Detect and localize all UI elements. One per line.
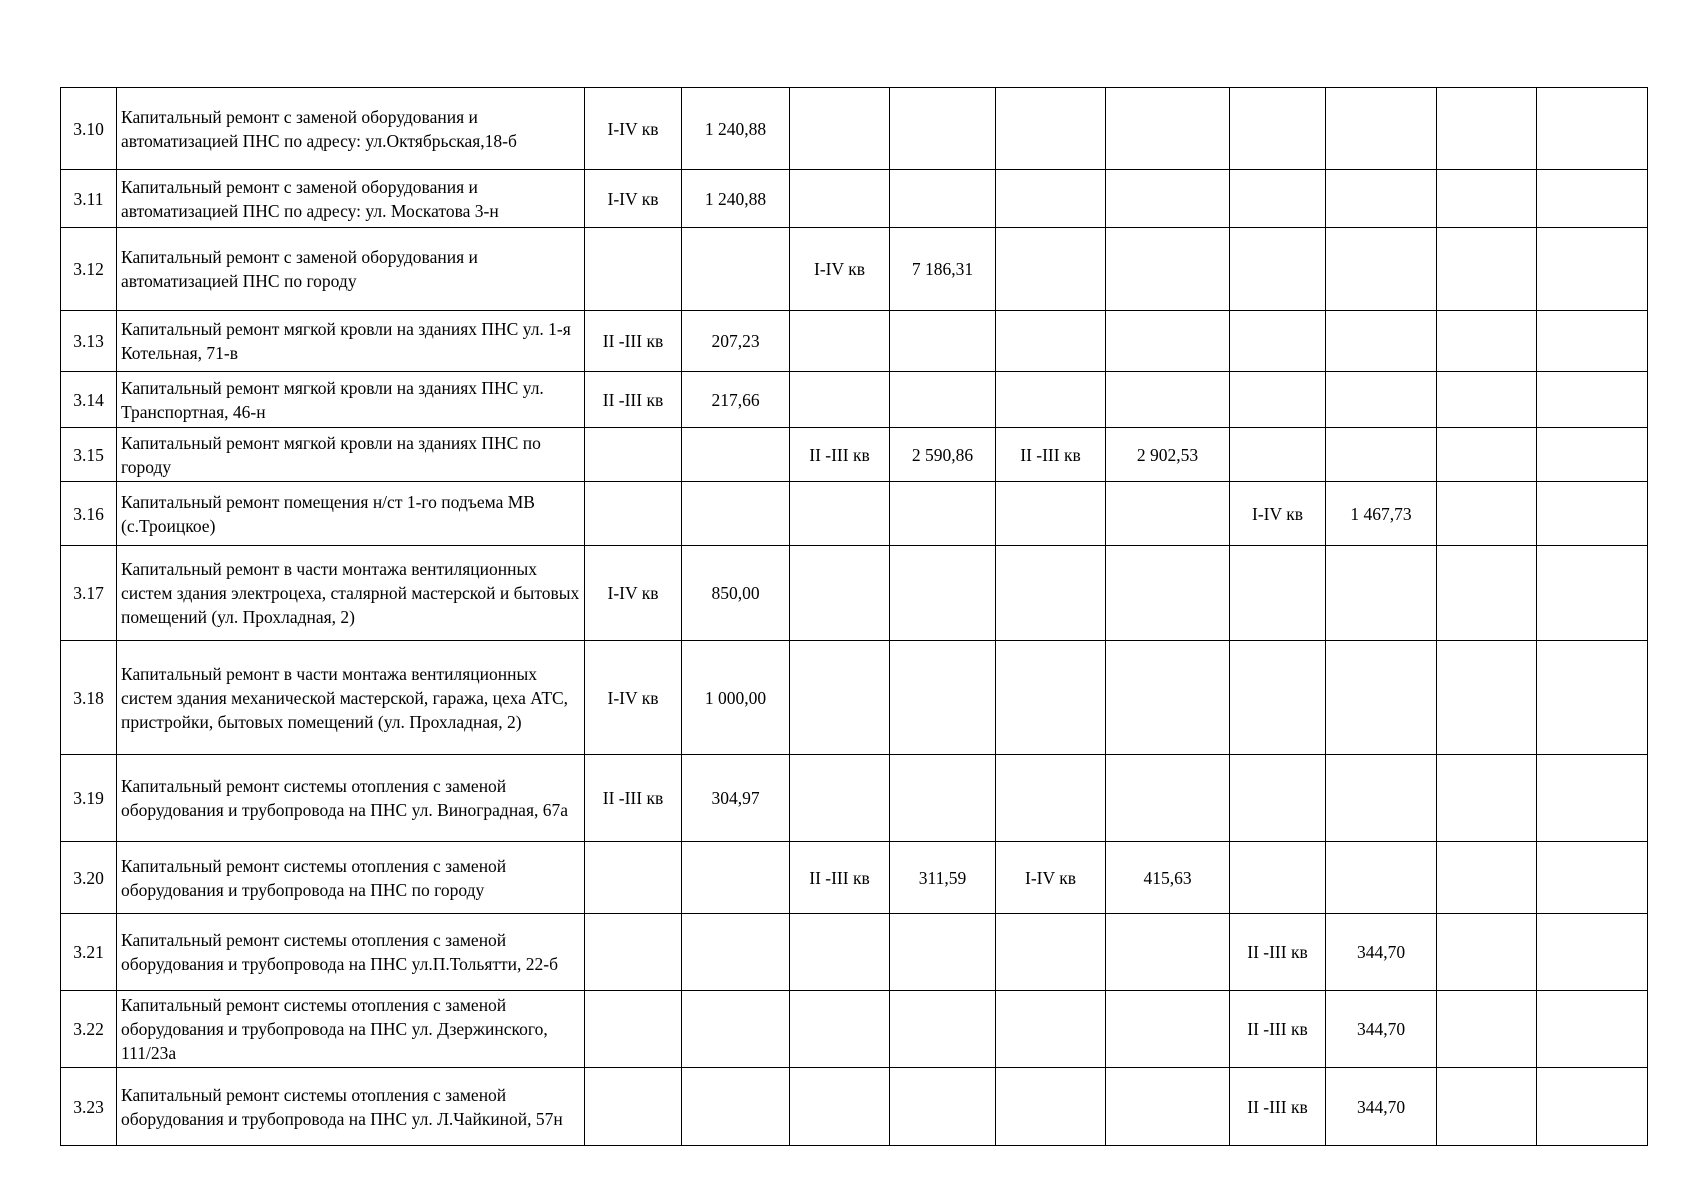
period-cell: [1437, 914, 1537, 991]
work-description-cell: Капитальный ремонт с заменой оборудования и автоматизацией ПНС по адресу: ул. Москатова 3-н: [117, 170, 585, 228]
period-cell: II -III кв: [790, 842, 890, 914]
amount-cell: [682, 914, 790, 991]
period-cell: [1230, 428, 1326, 482]
period-cell: [996, 482, 1106, 546]
row-number-cell: 3.11: [61, 170, 117, 228]
work-description-cell: Капитальный ремонт мягкой кровли на зданиях ПНС по городу: [117, 428, 585, 482]
period-cell: [1230, 88, 1326, 170]
period-cell: [996, 1068, 1106, 1146]
period-cell: [996, 170, 1106, 228]
period-cell: II -III кв: [585, 755, 682, 842]
work-description-cell: Капитальный ремонт системы отопления с заменой оборудования и трубопровода на ПНС ул. Л.Чайкиной, 57н: [117, 1068, 585, 1146]
table-row: [61, 641, 1648, 755]
period-cell: I-IV кв: [790, 228, 890, 311]
amount-cell: [1537, 546, 1648, 641]
amount-cell: [890, 755, 996, 842]
table-row: [61, 1068, 1648, 1146]
period-cell: [1230, 546, 1326, 641]
period-cell: [1437, 482, 1537, 546]
period-cell: [1437, 991, 1537, 1068]
period-cell: I-IV кв: [585, 641, 682, 755]
work-description-cell: Капитальный ремонт с заменой оборудования и автоматизацией ПНС по адресу: ул.Октябрьская,18-б: [117, 88, 585, 170]
table-row: [61, 914, 1648, 991]
amount-cell: [1106, 546, 1230, 641]
row-number-cell: 3.22: [61, 991, 117, 1068]
period-cell: [1230, 755, 1326, 842]
amount-cell: [1537, 428, 1648, 482]
table-row: [61, 88, 1648, 170]
amount-cell: [1106, 311, 1230, 372]
table-row: [61, 428, 1648, 482]
period-cell: II -III кв: [1230, 991, 1326, 1068]
amount-cell: [1537, 482, 1648, 546]
period-cell: [1230, 311, 1326, 372]
period-cell: [790, 641, 890, 755]
period-cell: [585, 842, 682, 914]
row-number-cell: 3.14: [61, 372, 117, 428]
period-cell: [585, 482, 682, 546]
period-cell: [996, 311, 1106, 372]
work-description-cell: Капитальный ремонт мягкой кровли на зданиях ПНС ул. Транспортная, 46-н: [117, 372, 585, 428]
amount-cell: [1326, 428, 1437, 482]
amount-cell: [1326, 641, 1437, 755]
period-cell: [1437, 842, 1537, 914]
amount-cell: [682, 842, 790, 914]
period-cell: I-IV кв: [585, 170, 682, 228]
amount-cell: [682, 482, 790, 546]
work-description-cell: Капитальный ремонт системы отопления с заменой оборудования и трубопровода на ПНС ул. Дзержинского, 111/23а: [117, 991, 585, 1068]
amount-cell: [1537, 170, 1648, 228]
work-description-cell: Капитальный ремонт мягкой кровли на зданиях ПНС ул. 1-я Котельная, 71-в: [117, 311, 585, 372]
amount-cell: [890, 1068, 996, 1146]
amount-cell: 207,23: [682, 311, 790, 372]
period-cell: [1437, 428, 1537, 482]
amount-cell: 1 000,00: [682, 641, 790, 755]
amount-cell: [1537, 842, 1648, 914]
period-cell: [790, 914, 890, 991]
amount-cell: [1106, 755, 1230, 842]
period-cell: [996, 88, 1106, 170]
table-row: [61, 228, 1648, 311]
work-description-cell: Капитальный ремонт системы отопления с заменой оборудования и трубопровода на ПНС по городу: [117, 842, 585, 914]
amount-cell: [890, 482, 996, 546]
amount-cell: [1106, 991, 1230, 1068]
amount-cell: [1537, 914, 1648, 991]
amount-cell: [1106, 228, 1230, 311]
amount-cell: 344,70: [1326, 914, 1437, 991]
amount-cell: 2 590,86: [890, 428, 996, 482]
period-cell: [790, 1068, 890, 1146]
period-cell: [790, 88, 890, 170]
amount-cell: [1106, 88, 1230, 170]
amount-cell: [890, 546, 996, 641]
period-cell: [790, 755, 890, 842]
period-cell: I-IV кв: [996, 842, 1106, 914]
amount-cell: [682, 228, 790, 311]
amount-cell: 1 240,88: [682, 170, 790, 228]
work-description-cell: Капитальный ремонт в части монтажа вентиляционных систем здания электроцеха, сталярной мастерской и бытовых помещений (ул. Прохладная, 2): [117, 546, 585, 641]
period-cell: [1230, 842, 1326, 914]
amount-cell: [682, 428, 790, 482]
amount-cell: [1537, 641, 1648, 755]
period-cell: [1230, 641, 1326, 755]
amount-cell: [1326, 755, 1437, 842]
amount-cell: 2 902,53: [1106, 428, 1230, 482]
amount-cell: 1 240,88: [682, 88, 790, 170]
table-row: [61, 755, 1648, 842]
amount-cell: [890, 914, 996, 991]
period-cell: II -III кв: [585, 372, 682, 428]
amount-cell: 217,66: [682, 372, 790, 428]
row-number-cell: 3.21: [61, 914, 117, 991]
period-cell: I-IV кв: [585, 88, 682, 170]
period-cell: [996, 641, 1106, 755]
period-cell: [585, 228, 682, 311]
amount-cell: [1326, 311, 1437, 372]
period-cell: [1437, 546, 1537, 641]
amount-cell: [1326, 546, 1437, 641]
period-cell: [996, 546, 1106, 641]
amount-cell: [1106, 482, 1230, 546]
period-cell: [1437, 755, 1537, 842]
period-cell: [1437, 372, 1537, 428]
work-description-cell: Капитальный ремонт помещения н/ст 1-го подъема МВ (с.Троицкое): [117, 482, 585, 546]
period-cell: [790, 170, 890, 228]
period-cell: II -III кв: [1230, 1068, 1326, 1146]
row-number-cell: 3.19: [61, 755, 117, 842]
period-cell: [585, 1068, 682, 1146]
period-cell: II -III кв: [585, 311, 682, 372]
table-row: [61, 372, 1648, 428]
amount-cell: [890, 88, 996, 170]
table-row: [61, 482, 1648, 546]
period-cell: [1437, 228, 1537, 311]
row-number-cell: 3.16: [61, 482, 117, 546]
period-cell: [790, 482, 890, 546]
amount-cell: [890, 170, 996, 228]
period-cell: I-IV кв: [1230, 482, 1326, 546]
amount-cell: [890, 991, 996, 1068]
row-number-cell: 3.13: [61, 311, 117, 372]
row-number-cell: 3.10: [61, 88, 117, 170]
amount-cell: 7 186,31: [890, 228, 996, 311]
amount-cell: [1106, 170, 1230, 228]
period-cell: II -III кв: [996, 428, 1106, 482]
amount-cell: [1537, 228, 1648, 311]
amount-cell: 344,70: [1326, 1068, 1437, 1146]
amount-cell: [1106, 1068, 1230, 1146]
amount-cell: [1537, 755, 1648, 842]
amount-cell: [1106, 914, 1230, 991]
amount-cell: 311,59: [890, 842, 996, 914]
amount-cell: [1106, 372, 1230, 428]
period-cell: [585, 914, 682, 991]
work-description-cell: Капитальный ремонт системы отопления с заменой оборудования и трубопровода на ПНС ул. Виноградная, 67а: [117, 755, 585, 842]
period-cell: [1437, 641, 1537, 755]
amount-cell: 304,97: [682, 755, 790, 842]
row-number-cell: 3.12: [61, 228, 117, 311]
work-description-cell: Капитальный ремонт с заменой оборудования и автоматизацией ПНС по городу: [117, 228, 585, 311]
table-row: [61, 311, 1648, 372]
table-row: [61, 842, 1648, 914]
period-cell: [1437, 311, 1537, 372]
amount-cell: [890, 372, 996, 428]
amount-cell: [1326, 88, 1437, 170]
amount-cell: [1537, 1068, 1648, 1146]
row-number-cell: 3.20: [61, 842, 117, 914]
period-cell: [1437, 88, 1537, 170]
period-cell: [996, 991, 1106, 1068]
table-row: [61, 546, 1648, 641]
amount-cell: [682, 1068, 790, 1146]
period-cell: [996, 914, 1106, 991]
period-cell: [585, 991, 682, 1068]
period-cell: [790, 372, 890, 428]
row-number-cell: 3.18: [61, 641, 117, 755]
work-schedule-table: [60, 87, 1648, 1146]
row-number-cell: 3.15: [61, 428, 117, 482]
amount-cell: 344,70: [1326, 991, 1437, 1068]
table-row: [61, 991, 1648, 1068]
amount-cell: [1106, 641, 1230, 755]
amount-cell: [1537, 88, 1648, 170]
period-cell: [790, 311, 890, 372]
work-description-cell: Капитальный ремонт в части монтажа вентиляционных систем здания механической мастерской, гаража, цеха АТС, пристройки, бытовых помещений (ул. Прохладная, 2): [117, 641, 585, 755]
row-number-cell: 3.23: [61, 1068, 117, 1146]
amount-cell: [890, 311, 996, 372]
period-cell: [1230, 228, 1326, 311]
period-cell: [790, 546, 890, 641]
period-cell: [1230, 372, 1326, 428]
period-cell: [585, 428, 682, 482]
row-number-cell: 3.17: [61, 546, 117, 641]
amount-cell: [682, 991, 790, 1068]
amount-cell: [890, 641, 996, 755]
amount-cell: [1326, 228, 1437, 311]
period-cell: [1230, 170, 1326, 228]
period-cell: II -III кв: [1230, 914, 1326, 991]
period-cell: [1437, 170, 1537, 228]
amount-cell: [1537, 311, 1648, 372]
period-cell: [996, 228, 1106, 311]
work-description-cell: Капитальный ремонт системы отопления с заменой оборудования и трубопровода на ПНС ул.П.Тольятти, 22-б: [117, 914, 585, 991]
amount-cell: [1326, 842, 1437, 914]
period-cell: II -III кв: [790, 428, 890, 482]
period-cell: [790, 991, 890, 1068]
period-cell: I-IV кв: [585, 546, 682, 641]
amount-cell: 1 467,73: [1326, 482, 1437, 546]
table-row: [61, 170, 1648, 228]
period-cell: [1437, 1068, 1537, 1146]
amount-cell: [1326, 170, 1437, 228]
period-cell: [996, 372, 1106, 428]
amount-cell: 850,00: [682, 546, 790, 641]
amount-cell: [1326, 372, 1437, 428]
amount-cell: [1537, 372, 1648, 428]
amount-cell: 415,63: [1106, 842, 1230, 914]
amount-cell: [1537, 991, 1648, 1068]
period-cell: [996, 755, 1106, 842]
